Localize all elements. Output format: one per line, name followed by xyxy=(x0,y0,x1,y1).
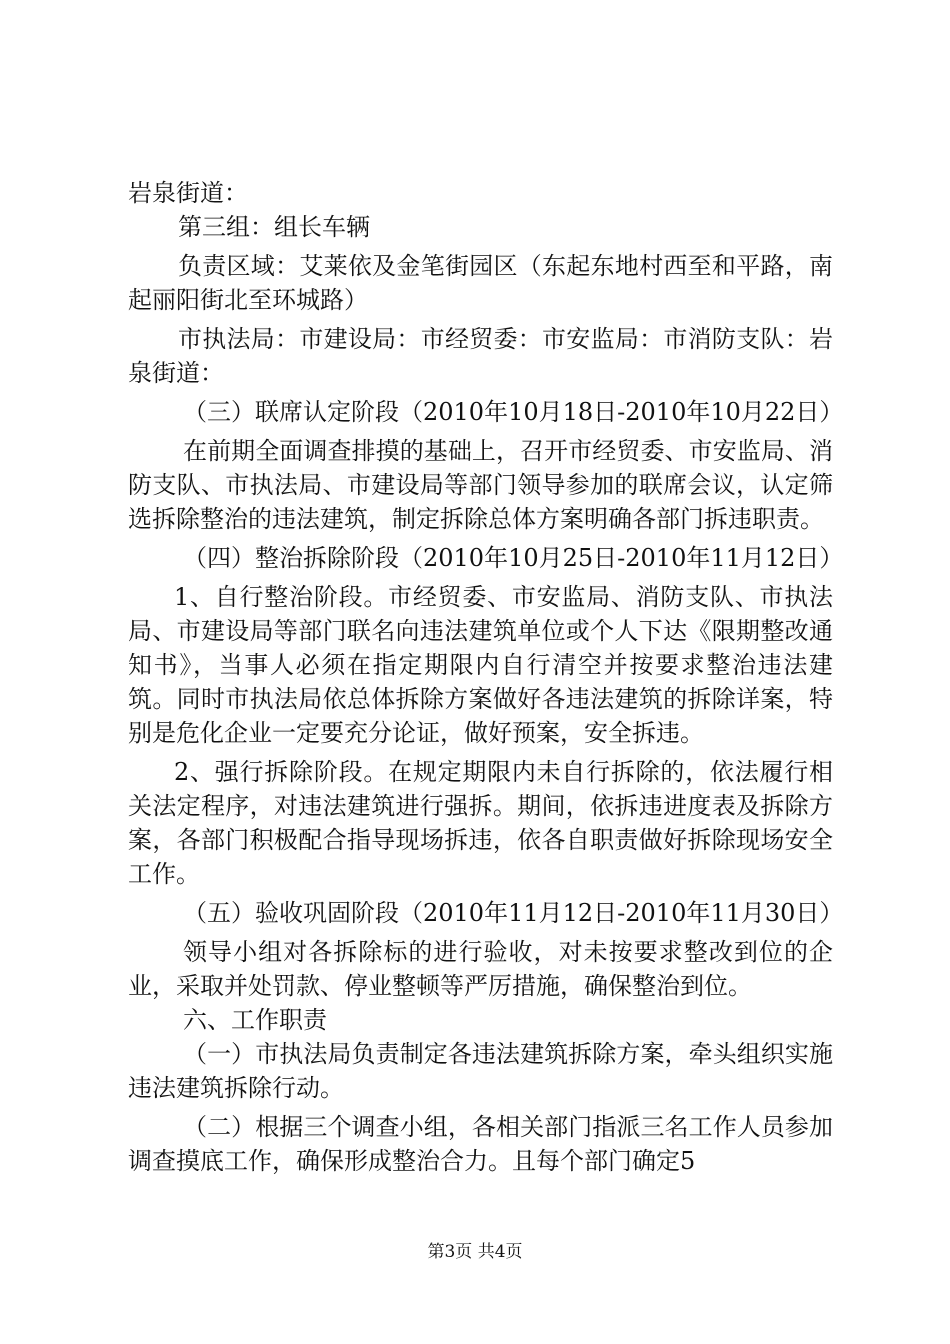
page-number-footer: 第3页 共4页 xyxy=(427,1242,523,1262)
paragraph-9: （一）市执法局负责制定各违法建筑拆除方案，牵头组织实施违法建筑拆除行动。 xyxy=(128,1040,833,1102)
document-body xyxy=(128,176,844,1178)
section-heading-4: （四）整治拆除阶段（2010年10月25日-2010年11月12日） xyxy=(183,544,844,572)
paragraph-7: 2、强行拆除阶段。在规定期限内未自行拆除的，依法履行相关法定程序，对违法建筑进行强拆。期间，依拆违进度表及拆除方案，各部门积极配合指导现场拆违，依各自职责做好拆除现场安全工作。 xyxy=(128,758,833,888)
paragraph-8: 领导小组对各拆除标的进行验收，对未按要求整改到位的企业，采取并处罚款、停业整顿等严厉措施，确保整治到位。 xyxy=(128,938,833,1000)
section-heading-3: （三）联席认定阶段（2010年10月18日-2010年10月22日） xyxy=(183,398,844,426)
paragraph-2: 第三组：组长车辆 xyxy=(178,213,370,241)
section-heading-6: 六、工作职责 xyxy=(183,1006,327,1034)
paragraph-4: 市执法局：市建设局：市经贸委：市安监局：市消防支队：岩泉街道： xyxy=(128,325,833,387)
paragraph-10: （二）根据三个调查小组，各相关部门指派三名工作人员参加调查摸底工作，确保形成整治合力。且每个部门确定5 xyxy=(128,1113,833,1175)
paragraph-1: 岩泉街道： xyxy=(128,179,248,207)
paragraph-3: 负责区域：艾莱依及金笔街园区（东起东地村西至和平路，南起丽阳街北至环城路） xyxy=(128,252,833,314)
paragraph-5: 在前期全面调查排摸的基础上，召开市经贸委、市安监局、消防支队、市执法局、市建设局等部门领导参加的联席会议，认定筛选拆除整治的违法建筑，制定拆除总体方案明确各部门拆违职责。 xyxy=(128,437,833,533)
section-heading-5: （五）验收巩固阶段（2010年11月12日-2010年11月30日） xyxy=(183,899,844,927)
paragraph-6: 1、自行整治阶段。市经贸委、市安监局、消防支队、市执法局、市建设局等部门联名向违法建筑单位或个人下达《限期整改通知书》，当事人必须在指定期限内自行清空并按要求整治违法建筑。同时市执法局依总体拆除方案做好各违法建筑的拆除详案，特别是危化企业一定要充分论证，做好预案，安全拆违。 xyxy=(128,583,833,747)
